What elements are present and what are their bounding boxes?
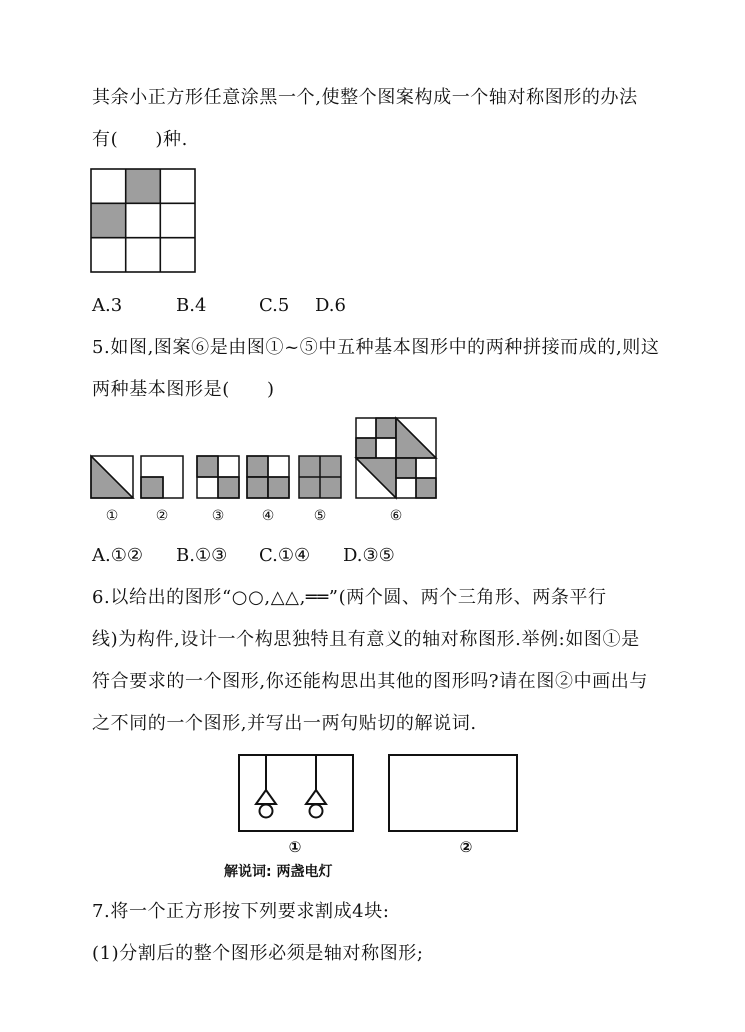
q4-text-line2: 有( )种.: [92, 129, 188, 150]
q5-label-6: ⑥: [389, 508, 403, 524]
q7-text-line2: (1)分割后的整个图形必须是轴对称图形;: [92, 943, 424, 964]
q6-caption: 解说词: 两盏电灯: [224, 864, 333, 880]
q6-text-line2: 线)为构件,设计一个构思独特且有意义的轴对称图形.举例:如图①是: [92, 629, 640, 650]
q6-figure-2-blank: [389, 755, 517, 831]
q4-option-d[interactable]: D.6: [315, 295, 346, 316]
q4-option-b[interactable]: B.4: [176, 295, 207, 316]
q5-option-d[interactable]: D.③⑤: [343, 545, 395, 566]
q5-option-a[interactable]: A.①②: [92, 545, 143, 566]
q4-shaded-cell: [91, 203, 126, 237]
q5-label-2: ②: [155, 508, 169, 524]
q4-option-a[interactable]: A.3: [92, 295, 123, 316]
q7-text-line1: 7.将一个正方形按下列要求割成4块:: [92, 901, 390, 922]
q5-figures: [88, 414, 448, 528]
q5-option-b[interactable]: B.①③: [176, 545, 228, 566]
q5-figure-2: [141, 456, 183, 498]
q5-option-c[interactable]: C.①④: [259, 545, 311, 566]
q5-label-4: ④: [261, 508, 275, 524]
q4-option-c[interactable]: C.5: [259, 295, 290, 316]
q6-text-line3: 符合要求的一个图形,你还能构思出其他的图形吗?请在图②中画出与: [92, 671, 648, 692]
q5-figure-6: [356, 418, 436, 498]
q5-figure-4: [247, 456, 289, 498]
q4-grid-figure: [90, 168, 198, 274]
q6-label-2: ②: [459, 838, 473, 856]
q6-text-line4: 之不同的一个图形,并写出一两句贴切的解说词.: [92, 713, 477, 734]
q6-label-1: ①: [288, 838, 302, 856]
q5-figure-1: [91, 456, 133, 498]
q6-text-line1: 6.以给出的图形“○○,△△,══”(两个圆、两个三角形、两条平行: [92, 587, 607, 608]
q5-text-line2: 两种基本图形是( ): [92, 379, 275, 400]
q5-figure-3: [197, 456, 239, 498]
q6-figure-1-two-lamps: [239, 755, 353, 831]
q5-figure-5: [299, 456, 341, 498]
q5-label-1: ①: [105, 508, 119, 524]
q4-shaded-cell: [125, 169, 160, 203]
q5-text-line1: 5.如图,图案⑥是由图①~⑤中五种基本图形中的两种拼接而成的,则这: [92, 337, 660, 358]
q4-text-line1: 其余小正方形任意涂黑一个,使整个图案构成一个轴对称图形的办法: [92, 87, 638, 108]
q6-figures: [236, 752, 526, 860]
q5-label-3: ③: [211, 508, 225, 524]
q5-label-5: ⑤: [313, 508, 327, 524]
